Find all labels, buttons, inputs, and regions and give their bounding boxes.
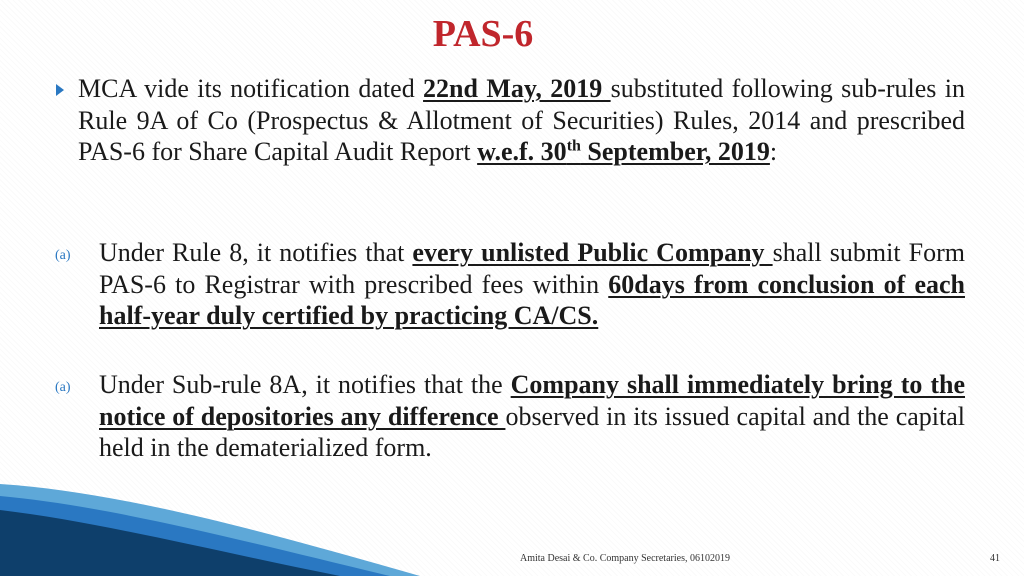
intro-text-2: substituted following sub-rules in Rule 9A of Co (Prospectus & Allotment of Securities) Rules, 2014 and prescribed PAS-6 for Share Capital Audit Report [78, 74, 965, 166]
footer-text: Amita Desai & Co. Company Secretaries, 06102019 [520, 553, 730, 564]
notification-date: 22nd May, 2019 [423, 74, 611, 103]
point-b-text-2: observed in its issued capital and the capital held in the dematerialized form. [99, 401, 966, 462]
point-a-text-1: Under Rule 8, it notifies that [99, 238, 413, 267]
point-b-text-1: Under Sub-rule 8A, it notifies that the [99, 370, 511, 399]
point-a-paragraph [99, 237, 965, 332]
decorative-swoosh [0, 470, 420, 576]
point-a-bold-2: 60days from conclusion of each half-year duly certified by practicing CA/CS. [99, 269, 965, 330]
point-b-marker: (a) [55, 380, 71, 395]
intro-text-3: : [769, 137, 778, 166]
effective-date-sup: th [566, 137, 581, 155]
slide-title: PAS-6 [432, 13, 534, 55]
point-a-bold-1: every unlisted Public Company [412, 238, 773, 267]
point-a-text-2: shall submit Form PAS-6 to Registrar with prescribed fees within [99, 238, 965, 299]
effective-date-suffix: September, 2019 [580, 137, 770, 166]
point-b-paragraph [99, 369, 965, 464]
page-number: 41 [990, 553, 1000, 564]
effective-date-prefix: w.e.f. 30 [477, 137, 567, 166]
point-b-bold-1: Company shall immediately bring to the notice of depositories any difference [99, 370, 965, 431]
intro-paragraph [78, 73, 965, 168]
triangle-bullet-icon [56, 84, 64, 96]
intro-text-1: MCA vide its notification dated [78, 74, 424, 103]
point-a-marker: (a) [55, 248, 71, 263]
effective-date [477, 137, 770, 166]
